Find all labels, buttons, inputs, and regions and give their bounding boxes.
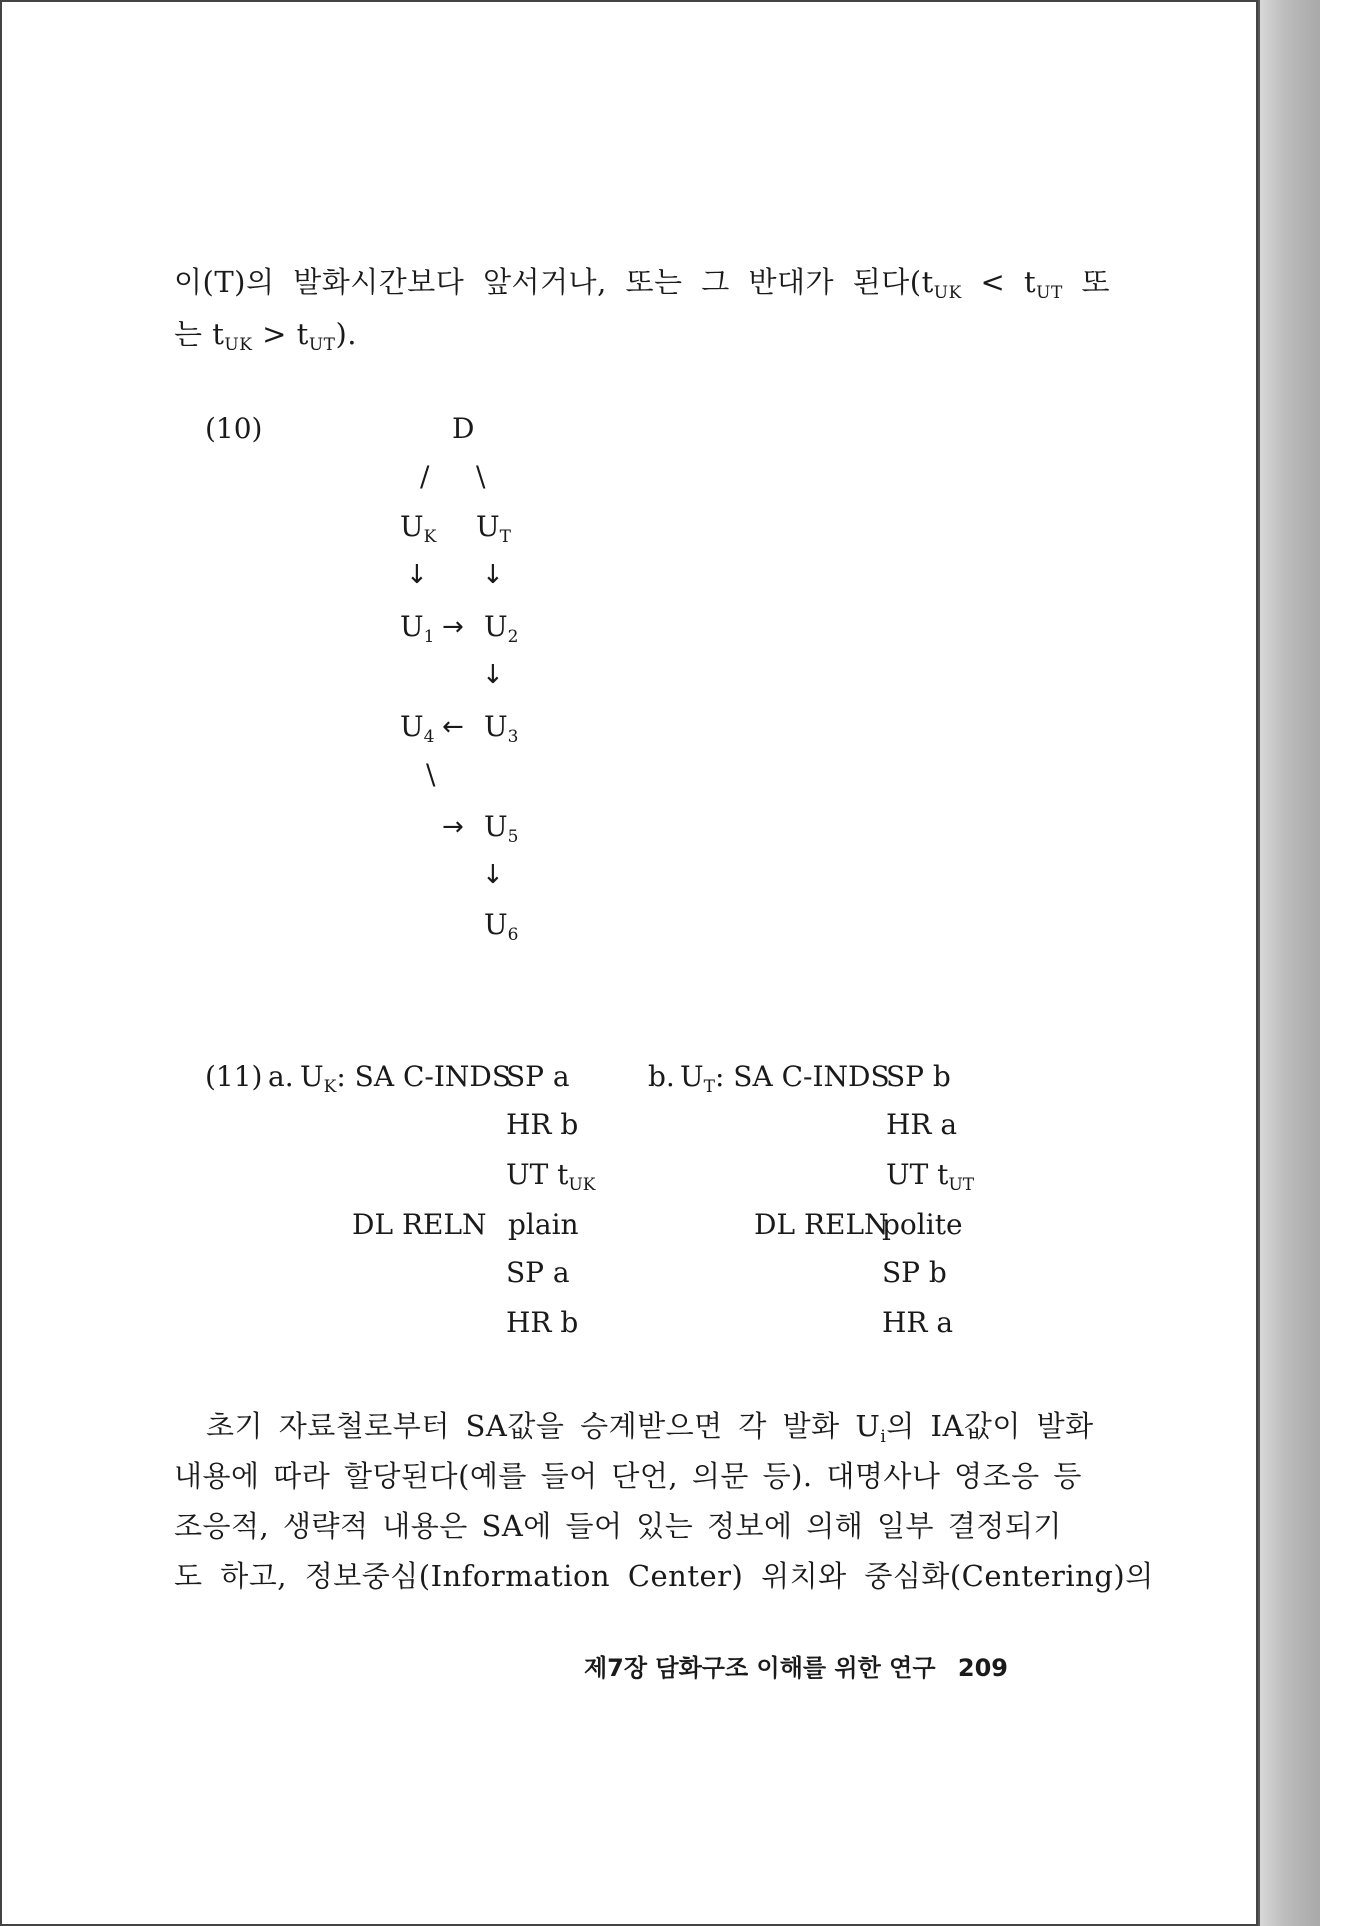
body-line-1-end: 의 IA값이 발화	[886, 1409, 1094, 1443]
ex11-a-head-text: : SA C-INDS	[336, 1060, 512, 1093]
node-u3-u: U	[484, 710, 508, 743]
node-u4	[400, 710, 434, 747]
node-d: D	[452, 412, 475, 445]
ex11-b-ut	[886, 1158, 974, 1195]
arrow-right-2: →	[442, 812, 464, 842]
intro-line-2	[174, 312, 357, 355]
ex11-b-head-text: : SA C-INDS	[714, 1060, 890, 1093]
body-line-4: 도 하고, 정보중심(Information Center) 위치와 중심화(Centering)의	[174, 1559, 1154, 1593]
ex11-a-plain: plain	[508, 1208, 579, 1241]
ex11-a-sp: SP a	[506, 1060, 570, 1093]
node-u2-sub: 2	[507, 627, 519, 647]
ex11-a-u: U	[300, 1060, 324, 1093]
node-uk	[400, 510, 436, 547]
node-u2	[484, 610, 518, 647]
body-line-1-text: 초기 자료철로부터 SA값을 승계받으면 각 발화 U	[206, 1409, 881, 1443]
ex11-b-dl: DL RELN	[754, 1208, 889, 1241]
intro-line-1	[174, 260, 1110, 303]
intro-line-1-mid: < t	[961, 265, 1037, 299]
ex11-b-ut-text: UT t	[886, 1158, 949, 1191]
ex11-b-u: U	[680, 1060, 704, 1093]
chapter-title: 제7장 담화구조 이해를 위한 연구	[584, 1654, 936, 1682]
node-u5-sub: 5	[507, 827, 519, 847]
ex11-a-u-sub: K	[323, 1077, 337, 1097]
node-u4-u: U	[400, 710, 424, 743]
body-line-1-sub: i	[880, 1427, 887, 1447]
ex11-a-ut	[506, 1158, 595, 1195]
ex11-b-polite: polite	[882, 1208, 963, 1241]
body-line-2: 내용에 따라 할당된다(예를 들어 단언, 의문 등). 대명사나 영조응 등	[174, 1459, 1082, 1493]
intro-line-1-text: 이(T)의 발화시간보다 앞서거나, 또는 그 반대가 된다(t	[174, 265, 934, 299]
ex11-b-u-sub: T	[703, 1077, 715, 1097]
ex11-a-label: a.	[268, 1060, 294, 1093]
ex11-a-ut-text: UT t	[506, 1158, 569, 1191]
ex11-a-ut-sub: UK	[568, 1175, 596, 1195]
ex11-b-label: b.	[648, 1060, 675, 1093]
sub-ut: UT	[1036, 283, 1063, 303]
branch-diagonal: \	[426, 758, 436, 791]
arrow-down-2: ↓	[482, 560, 504, 590]
node-u6-sub: 6	[507, 925, 519, 945]
node-uk-sub: K	[423, 527, 437, 547]
ex11-a-hr2: HR b	[506, 1306, 579, 1339]
arrow-down-4: ↓	[482, 860, 504, 890]
intro-line-2-end: ).	[335, 317, 358, 351]
body-line-1	[206, 1404, 1094, 1447]
node-u3	[484, 710, 518, 747]
node-u3-sub: 3	[507, 727, 519, 747]
running-footer	[584, 1648, 1008, 1683]
example-number-11: (11)	[205, 1060, 263, 1093]
sub-uk: UK	[933, 283, 962, 303]
node-u6-u: U	[484, 908, 508, 941]
page-number: 209	[957, 1654, 1008, 1682]
node-u1-sub: 1	[423, 627, 435, 647]
node-u1-u: U	[400, 610, 424, 643]
node-ut-sub: T	[499, 527, 511, 547]
sub-ut: UT	[308, 335, 336, 355]
node-u1	[400, 610, 434, 647]
page-edge-shadow	[1258, 0, 1320, 1926]
body-line-3: 조응적, 생략적 내용은 SA에 들어 있는 정보에 의해 일부 결정되기	[174, 1509, 1062, 1543]
ex11-b-ut-sub: UT	[948, 1175, 975, 1195]
sub-uk: UK	[224, 335, 253, 355]
ex11-a-hr: HR b	[506, 1108, 579, 1141]
intro-line-1-end: 또	[1062, 265, 1111, 299]
example-number-10: (10)	[205, 412, 263, 445]
ex11-a-head	[300, 1060, 511, 1097]
node-u5	[484, 810, 518, 847]
node-ut-u: U	[476, 510, 500, 543]
ex11-a-sp2: SP a	[506, 1256, 570, 1289]
branch-left: /	[420, 460, 430, 493]
intro-line-2-text: 는 t	[174, 317, 225, 351]
node-u6	[484, 908, 518, 945]
arrow-down-1: ↓	[406, 560, 428, 590]
ex11-b-sp: SP b	[886, 1060, 951, 1093]
ex11-b-sp2: SP b	[882, 1256, 947, 1289]
ex11-b-hr: HR a	[886, 1108, 958, 1141]
node-u2-u: U	[484, 610, 508, 643]
arrow-right-1: →	[442, 612, 464, 642]
node-u4-sub: 4	[423, 727, 435, 747]
intro-line-2-mid: > t	[252, 317, 309, 351]
ex11-a-dl: DL RELN	[352, 1208, 487, 1241]
arrow-down-3: ↓	[482, 660, 504, 690]
node-ut	[476, 510, 511, 547]
node-uk-u: U	[400, 510, 424, 543]
ex11-b-head	[680, 1060, 890, 1097]
branch-right: \	[476, 460, 486, 493]
ex11-b-hr2: HR a	[882, 1306, 954, 1339]
node-u5-u: U	[484, 810, 508, 843]
arrow-left-1: ←	[442, 712, 464, 742]
